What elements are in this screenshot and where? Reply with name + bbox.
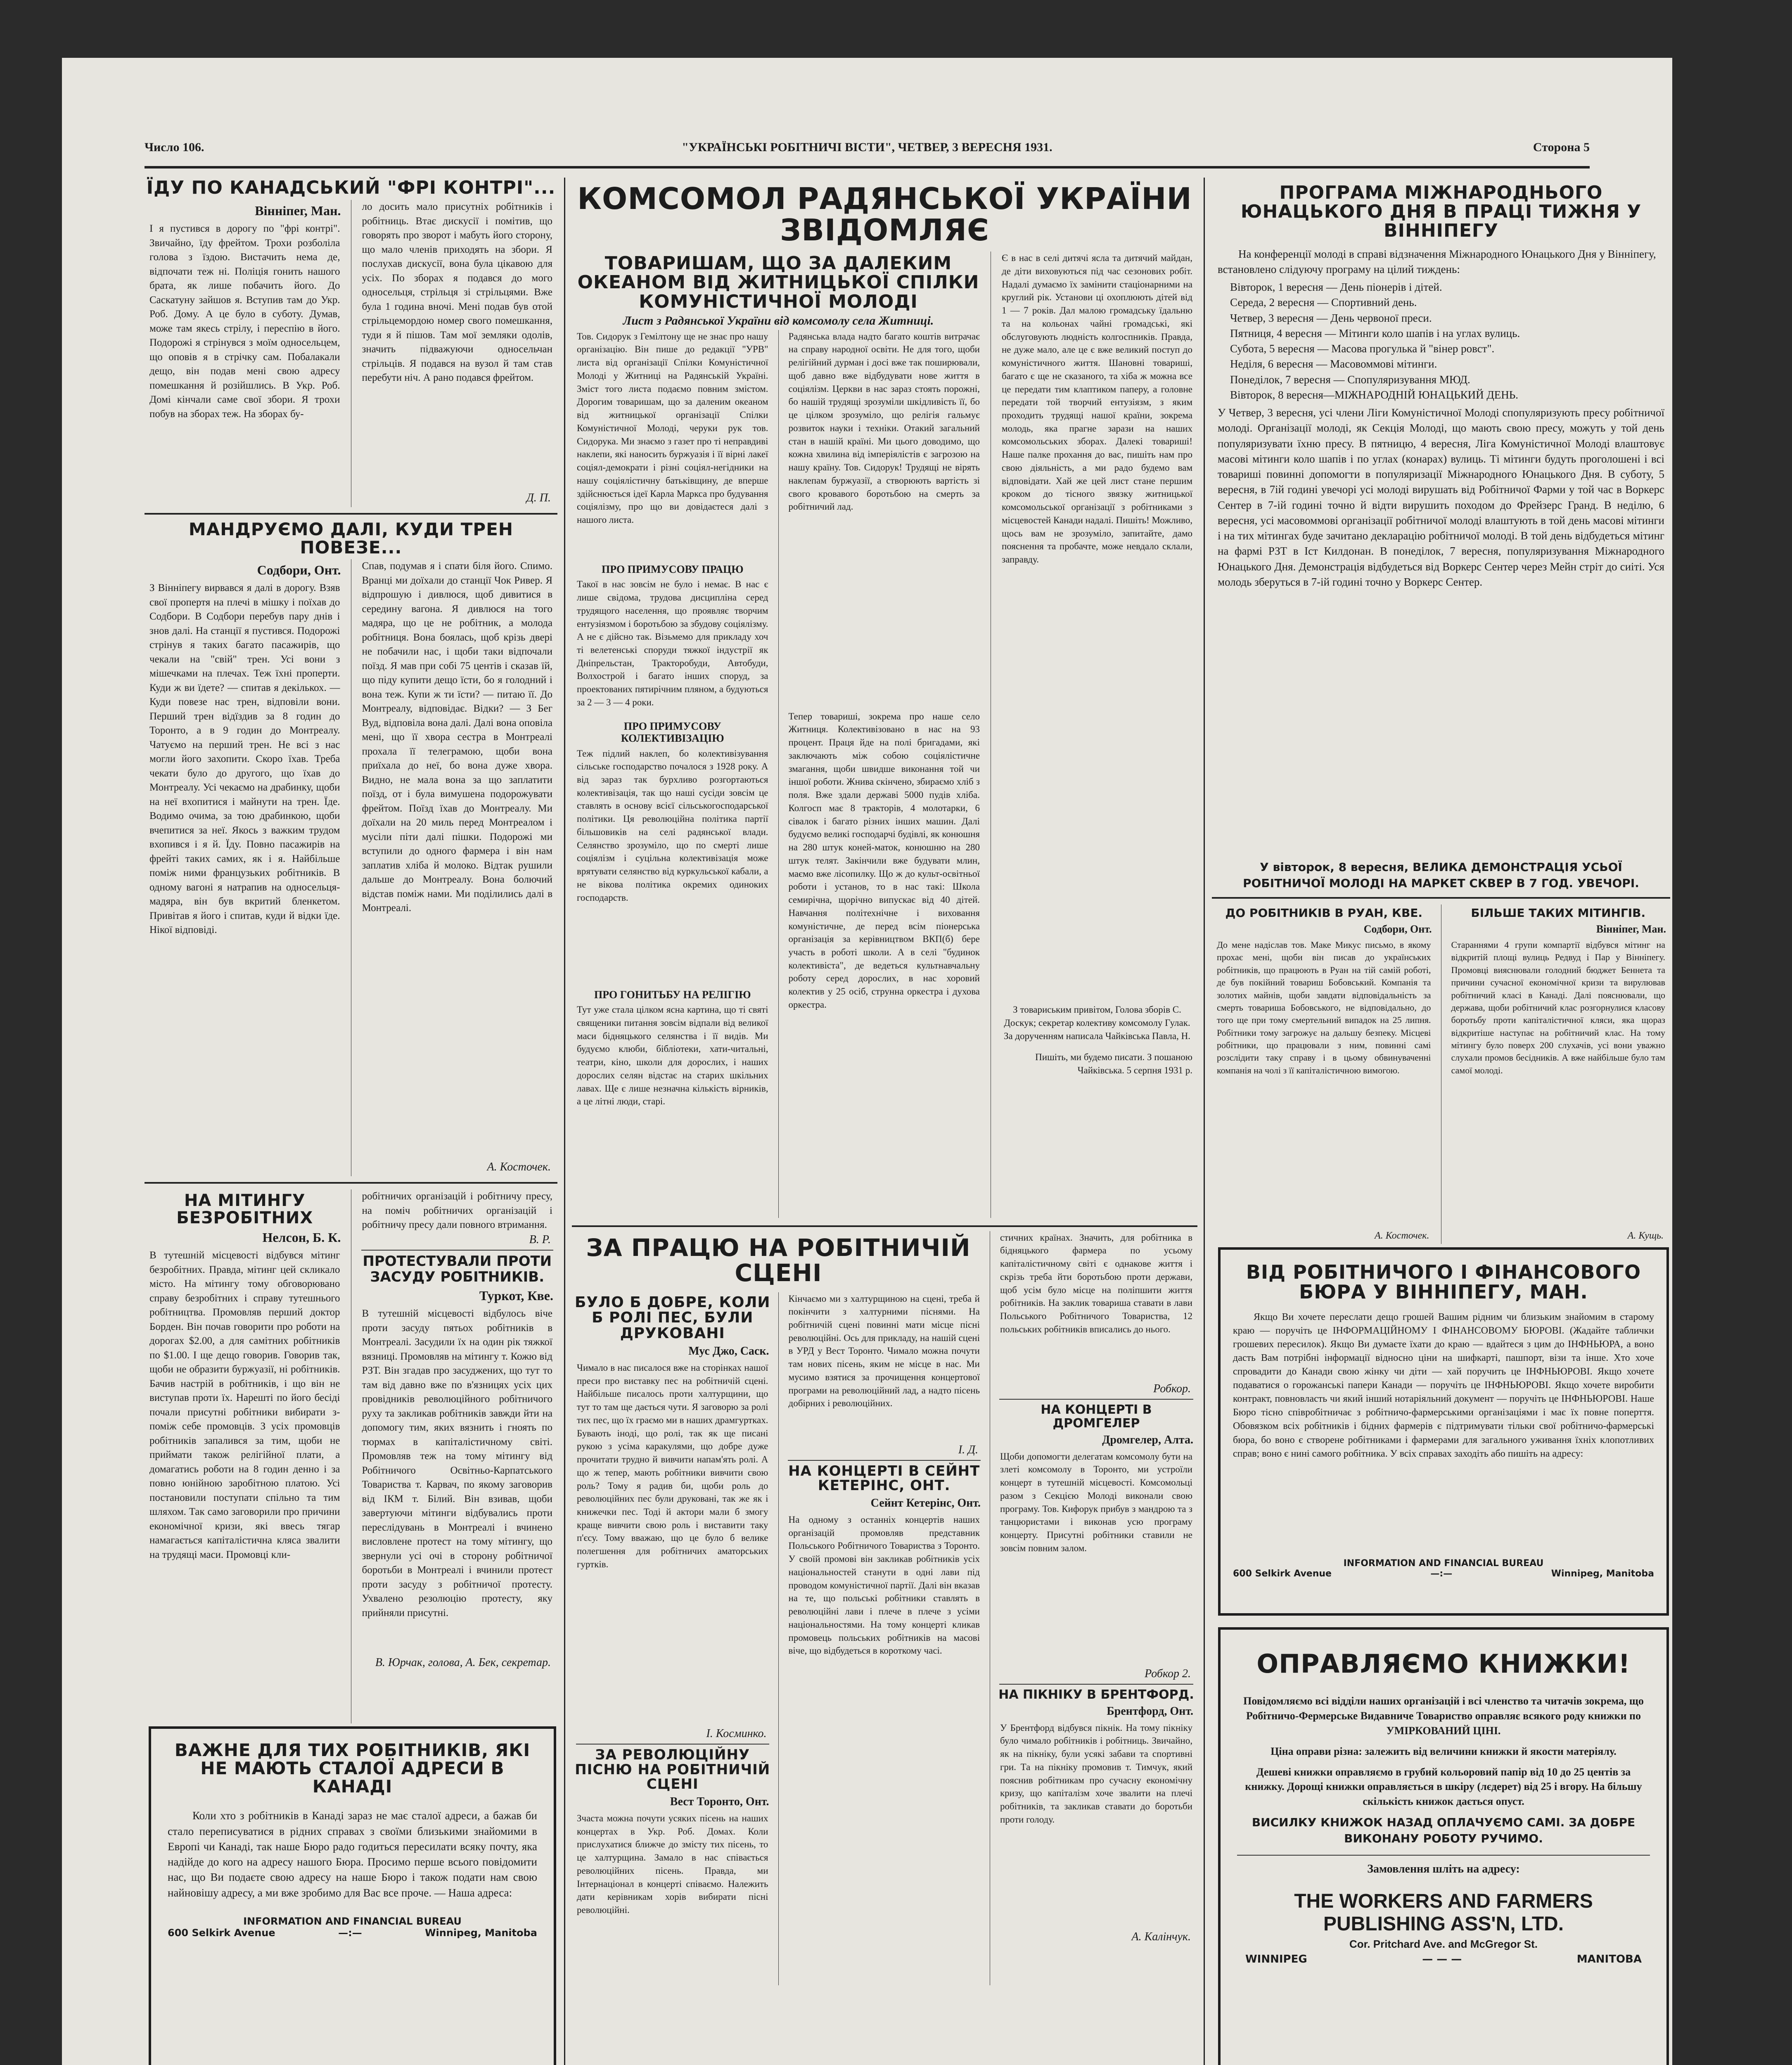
- article-headline: ДО РОБІТНИКІВ В РУАН, КВЕ.: [1225, 906, 1423, 920]
- article-headline: НА КОНЦЕРТІ В ДРОМГЕЛЕР: [1041, 1402, 1152, 1431]
- bookbinding-box: [1218, 1627, 1669, 2065]
- signature: Д. П.: [526, 491, 551, 505]
- article-body: І я пустився в дорогу по "фрі контрі". Звичайно, їду фрейтом. Трохи розболіла голова з їздою. Вистачить нема де, відпочати теж ні. Поліція гонить нашого брата, як лише побачить його. До Саскатуну зайшов я. Вступив там до Укр. Роб. Дому. А це було в суботу. Думав, може там якесь стрілу, і переспію в його. Подорожі я стрінувся з моїм односельцем, що оповів я в стрічку сам. Побалакали дещо, він подав мені свою адресу помешкання й розійшлись. В Укр. Роб. Домі кінчали саме свої збори. Я трохи побув на зборах теж. На зборах бу-: [149, 223, 340, 420]
- article-rule: [576, 1744, 769, 1745]
- program-day-item: Пятниця, 4 вересня — Мітинги коло шапів і на углах вулиць.: [1230, 327, 1520, 339]
- program-day-item: Середа, 2 вересня — Спортивний день.: [1230, 296, 1417, 309]
- article-rule: [999, 1399, 1193, 1400]
- program-schedule: [1224, 280, 1670, 403]
- article-body: Такої в нас зовсім не було і немає. В нас є лише свідома, трудова дисципліна серед трудящого населення, що проявляє творчим ентузіязмом і боротьбою за збудову соціялізму. А не є дійсно так. Візьмемо для прикладу хоч ті велетенські споруди тяжкої індустрії як Дніпрельстан, Тракторобуди, Автобуди, Волхострой і багато інших споруд, за проектованих пятирічним пляном, а будуються за 2 — 3 — 4 роки.: [577, 579, 768, 707]
- article-headline: ЗА РЕВОЛЮЦІЙНУ ПІСНЮ НА РОБІТНИЧІЙ СЦЕНІ: [575, 1746, 770, 1793]
- bureau-street: 600 Selkirk Avenue: [1233, 1568, 1332, 1579]
- publisher-name: THE WORKERS AND FARMERS PUBLISHING ASS'N, LTD.: [1294, 1890, 1593, 1935]
- bureau-address: [168, 1915, 537, 1939]
- article-body: Зчаста можна почути усяких пісень на наших концертах в Укр. Роб. Домах. Коли прислухатися ближче до змісту тих пісень, то це халтурщина. Замалo в нас співається революційних пісень. Правда, ми Інтернаціонал в концерті співаємо. Належить дати керівникам хорів вибирати пісні революційні.: [577, 1813, 768, 1915]
- signature: А. Кущь.: [1627, 1230, 1664, 1241]
- dateline: Вінніпег, Ман.: [1596, 923, 1666, 935]
- signature: І. Косминко.: [706, 1727, 767, 1740]
- letter-closing: Пишіть, ми будемо писати. З пошаною Чайківська. 5 серпня 1931 р.: [1035, 1052, 1192, 1076]
- article-body: Є в нас в селі дитячі ясла та дитячий майдан, де діти виховуються під час сезонових робіт. Надалі думаємо їх замінити стаціонарними на круглий рік. Установи ці охоплюють дітей від 1 — 7 років. Дал малою громадську їдальню та на кольонах чайні громадські, які обслуговують людність колгоспників. Правда, не дуже мало, але це є вже великий поступ до комуністичного життя. Шановні товариші, багато є ще не сказаного, та хіба ж можна все це передати тим клаптиком паперу, а головне передати той творчий ентузіязм, з яким проходить трудящі нашої країни, зокрема молодь, яка прагне зарази на наших комсомольських зборах. Далекі товариші! Наше палке прохання до вас, пишіть нам про свою діяльність, а ми радо будемо вам відповідати. Хай же цей лист стане першим кроком до тісного звязку житницької комсомольської організації з робітниками з місцевостей Канади надалі. Пишіть! Можливо, щось вам не зрозуміло, запитайте, дамо пояснення та пробачте, може невдало склали, заправду.: [1002, 253, 1192, 565]
- article-headline: НА КОНЦЕРТІ В СЕЙНТ КЕТЕРІНС, ОНТ.: [788, 1462, 980, 1494]
- section-rule: [145, 513, 557, 515]
- publisher-province: MANITOBA: [1576, 1953, 1642, 1966]
- section-rule: [1212, 897, 1670, 899]
- bureau-street: 600 Selkirk Avenue: [168, 1927, 275, 1939]
- letter-signature: З товариським привітом, Голова зборів С. Доскук; секретар колективу комсомолу Гулак. За дорученням написала Чайківська Павла, Н.: [1004, 1004, 1190, 1041]
- signature: А. Косточек.: [1375, 1230, 1429, 1241]
- sub-headline-caption: Лист з Радянської України від комсомолу села Житниці.: [623, 313, 934, 328]
- dateline: Вест Торонто, Онт.: [670, 1795, 769, 1808]
- section-subhead: ПРО ПРИМУСОВУ ПРАЦЮ: [602, 563, 744, 575]
- bureau-city: Winnipeg, Manitoba: [425, 1927, 537, 1939]
- article-body: На одному з останніх концертів наших організацій промовляв представник Польського Робітничого Товариства з Торонто. У своїй промові він закликав робітників усіх національностей станути в одні лави під проводом комуністичної партії. Далі він вказав на те, що польські робітники ставлять в революційні лави і плече в плече з усіми національностями. На тому концерті кликав промовець польських робітників на масові віче, що відбудеться в короткому часі.: [788, 1514, 980, 1656]
- dateline: Нелсон, Б. К.: [262, 1230, 341, 1245]
- program-day-item: Понеділок, 7 вересня — Спопуляризування МЮД.: [1230, 373, 1470, 386]
- bureau-headline: ВІД РОБІТНИЧОГО І ФІНАНСОВОГО БЮРА У ВІННІПЕГУ, МАН.: [1246, 1261, 1641, 1303]
- program-day-item: Субота, 5 вересня — Масова прогулька й "вінер ровст".: [1230, 342, 1495, 355]
- article-rule: [788, 1460, 981, 1461]
- sub-headline: ТОВАРИШАМ, ЩО ЗА ДАЛЕКИМ ОКЕАНОМ ВІД ЖИТНИЦЬКОЇ СПІЛКИ КОМУНІСТИЧНОЇ МОЛОДІ: [577, 253, 979, 312]
- program-intro: На конференції молоді в справі відзначення Міжнародного Юнацького Дня у Вінніпегу, встановлено слідуючу програму на цілий тиждень:: [1218, 247, 1656, 275]
- article-body: Стараннями 4 групи компартії відбувся мітинг на відкритій площі вулиць Редвуд і Пар у Вінніпегу. Промовці вияснювали голодний бюджет Беннета та причини сучасної економічної кризи та вирулював робітничий класі в Канаді. Далі пояснювали, що держава, щоби робітничий клас розгорнулися класову боротьбу проти капіталістичної кляси, яка щораз відкритіше наступає на робітничий клас. На тому мітингу було поверх 200 слухачів, усі вони уважно слухали промов бесідників. А вже найбільше було там самої молоді.: [1451, 940, 1665, 1075]
- article-body: До мене надіслав тов. Маке Микус письмо, в якому прохає мені, щоби він писав до українських робітників, що працюють в Руан на тій самій роботі, де був покійний товариш Бобовський. Компанія та золотих майнів, щоби завдати відповідальність за смерть товариша Бобовського, не відповідально, до того ще при тому смертельний випадок на 25 липня. Робітники тому загрожує на дальшу безпеку. Місцеві робітники, що працювали з ним, повинні самі розслідити таку справу і в цьому обвинуваченні компанія на чолі з її капіталістичною вимогою.: [1217, 940, 1431, 1075]
- header-rule: [145, 166, 1590, 169]
- address-separator: — — —: [1422, 1953, 1462, 1966]
- article-body: стичних країнах. Значить, для робітника в бідняцького фармера по усьому капіталістичному світі є однакове життя і скрізь треба йти боротьбою проти держави, щоб усім було місце на поліпшити життя робітників. На заклик товариша ставати в лави Польського Робітничого Товариства, 12 польських робітників вписались до нього.: [1000, 1232, 1192, 1334]
- section-subhead: ПРО ПРИМУСОВУ КОЛЕКТИВІЗАЦІЮ: [621, 720, 724, 744]
- signature: А. Калінчук.: [1131, 1930, 1191, 1943]
- dateline: Туркот, Кве.: [479, 1288, 553, 1303]
- article-headline: ЇДУ ПО КАНАДСЬКИЙ "ФРІ КОНТРІ"...: [146, 177, 556, 198]
- signature: А. Косточек.: [487, 1161, 551, 1174]
- bookbinding-text: Дешеві книжки оправляємо в грубий кольоровий папір від 10 до 25 центів за книжку. Дорощі книжки оправляється в шкіру (лєдерет) від 25 і вгору. На більшу скількість книжок дається опуст.: [1245, 1766, 1642, 1808]
- notice-headline: ВАЖНЕ ДЛЯ ТИХ РОБІТНИКІВ, ЯКІ НЕ МАЮТЬ СТАЛОЇ АДРЕСИ В КАНАДІ: [174, 1740, 531, 1797]
- article-body: робітничих організацій і робітничу пресу, на поміч робітничих організацій і робітничу пресу дали повного втримання.: [362, 1191, 552, 1231]
- bureau-body: Якщо Ви хочете переслати дещо грошей Вашим рідним чи близьким знайомим в старому краю — поручіть це ІНФОРМАЦІЙНОМУ І ФІНАНСОВОМУ БЮРОВІ. (Жадайте таблички грошевих пересилок). Якщо Ви думаєте їхати до краю — вдайтеся з цим до ІНФНЬЮРА, а воно дасть Вам потрібні інформації відносно ціни на шифкарті, пашпорт, візи та інше. Хто хоче спровадити до Канади свою жінку чи діти — хай поручить це ІНФНЬЮРОВІ. Якщо хочете подаватися о горожанські папери Канади — поручіть це ІНФНЬЮРОВІ. Якщо хочете виробити контракт, повновласть чи який інший нотаріяльний документ — поручіть це ІНФНЬЮРОВІ. Наше Бюро тісно співробітничає з робітничо-фармерськими організаціями і має їх повне поперття. Обовязком всіх робітників і бідних фармерів є підтримувати тільки свої робітничо-фармерські бюра, бо воно є створене робітниками і фармерами для загального уживання їхніх клопотливих справ; воно є нині самого робітника. У всіх справах заходіть або пишіть на адресу:: [1233, 1311, 1654, 1459]
- address-separator: —:—: [338, 1927, 362, 1939]
- left-column: [145, 173, 557, 1991]
- bookbinding-text: Ціна оправи різна: залежить від величини книжки й якости матеріялу.: [1271, 1745, 1617, 1757]
- dateline: Содбори, Онт.: [1363, 923, 1432, 935]
- dateline: Сейнт Кетерінс, Онт.: [870, 1496, 981, 1510]
- article-rule: [361, 1250, 554, 1251]
- publisher-city: WINNIPEG: [1245, 1953, 1307, 1966]
- bureau-address: [1233, 1558, 1654, 1579]
- article-body: В тутешній місцевості відбувся мітинг безробітних. Правда, мітинг цей скликало місто. На мітингу тому обговорювано справу безробітних і справу тутешнього робітництва. Промовляв перший доктор Борден. Він почав говорити про роботи на дорогах $2.00, а для самітних робітників по $1.00. І ще дещо говорив. Говорив так, щоби не образити буржуазії, ні робітників. Бачив настрій в робітників, і що він не виступав проти їх. Нарешті по його бесіді почали присутні робітники вибирати з-поміж себе промовців. З усіх промовців робітників запалився за тим, щоби не приймати також релігійної плати, а домагатись роботи на 8 годин денно і за повно юнійною заробітною платою. Усі постановили поступати спільно та тим шляхом. Так само заговорили про причини економічної кризи, які ввесь тягар намагається капіталістична кляса звалити на трудящі маси. Промовці кли-: [149, 1250, 340, 1560]
- publisher-city-row: [1245, 1953, 1642, 1965]
- bureau-city: Winnipeg, Manitoba: [1551, 1568, 1654, 1579]
- article-headline: ПРОТЕСТУВАЛИ ПРОТИ ЗАСУДУ РОБІТНИКІВ.: [363, 1253, 552, 1285]
- article-body: Радянська влада надто багато коштів витрачає на справу народної освіти. Не для того, щоби релігійний дурман і досі вже так поширювали, щоб давно вже відбудувати нове життя в соціялізм. Церкви в нас зараз стоять порожні, бо нашій трудящі зрозуміли шкідливість її, бо це цілком зрозуміло, що релігія гальмує розвиток науки і техніки. Отакий загальний стан в нашій країні. Ми цього доводимо, що кожна хвилина від імперіялістів є загрозою на нашу країну. Тов. Сидорук! Трудящі не вірять наклепам буржуазії, а створюють вартість зі свого кровавого боротьбою на смерть за робітничий лад.: [788, 331, 980, 512]
- right-column: [1212, 173, 1670, 1241]
- bureau-name: INFORMATION AND FINANCIAL BUREAU: [243, 1915, 462, 1927]
- article-headline: НА ПІКНІКУ В БРЕНТФОРД.: [998, 1687, 1194, 1702]
- dateline: Содбори, Онт.: [257, 563, 341, 578]
- running-header: [145, 140, 1590, 165]
- article-body: Спав, подумав я і спати біля його. Спимо. Вранці ми доїхали до станції Чок Ривер. Я відпрошую і дивлюся, щоб дивитися в середину вагона. Я дивлюся на того мадяра, що це не робітник, а молода робітниця. Вона боялась, щоб крізь двері не побачили нас, і щоби таки відпочали поїзд. Я мав при собі 75 центів і сказав їй, що піду купити дещо їсти, бо я голодний і вона теж. Купи ж ти їсти? — питаю її. До Монтреалу, відповідає. Відки? — З Бег Вуд, відповіла вона далі. Далі вона оповіла мені, що її хвора сестра в Монтреалі прохала її телеграмою, щоби вона приїхала до неї, бо вона дуже хвора. Видно, не мала вона за що заплатити поїзд, от і була вимушена подорожувати фрейтом. Поїзд їхав до Монтреалу. Ми доїхали на 20 миль перед Монтреалом і мусіли піти далі пішки. Подорожі ми вступили до одного фармера і він нам заплатив хліба й молоко. Відтак рушили дальше до Монтреалу. Вона болючий відстав поміж нами. Ми поділились далі в Монтреалі.: [362, 560, 552, 914]
- program-body: У Четвер, 3 вересня, усі члени Ліги Комуністичної Молоді спопуляризують пресу робітничої молоді. Організації молоді, як Секція Молоді, що мають свою пресу, можуть у той день популяризувати їхню пресу. В пятницю, 4 вересня, Ліга Комуністичної Молоді влаштовує масові мітинги коло шапів і по углах (конарах) вулиць. Ті мітинги будуть проголошені і всі товариші повинні допомогти в популяризації Міжнародного Юнацького Дня. В суботу, 5 вересня, в 7ій годині увечорі усі молоді вирушать від Робітничої Фарми у той час в Воркерс Сентер в 7-ій годині точно й відти вирушить походом до Фрейзерс Гранд. В неділю, 6 вересня, усі масовоммові організації робітничої молоді влаштують в той день масові мітинги і на тих мітингах буде зачитано декларацію робітничої молоді. В той день відбудеться мітинг на фармі РЗТ в Іст Килдонан. В понеділок, 7 вересня, популяризування Міжнародного Юнацького Дня. Демонстрація відбудеться від Воркерс Сентер через Мейн стріт до сиіті. Уся молодь зберуться в 7-ій годині точно у Воркерс Сентер.: [1218, 406, 1664, 588]
- article-body: Кінчаємо ми з халтурщиною на сцені, треба й покінчити з халтурними піснями. На робітничій сцені повинні мати місце пісні революційні. Ось для прикладу, на нашій сцені в УРД у Вест Торонто. Чимало можна почути там нових пісень, яким не місце в нас. Ми мусимо взятися за прочищення концертової програми на революційний лад, а надто пісень добірних і революційних.: [788, 1293, 980, 1409]
- article-body: В тутешній місцевості відбулось віче проти засуду пятьох робітників в Монтреалі. Засудили їх на один рік тяжкої вязниці. Промовляв на мітингу т. Кожю від РЗТ. Він згадав про засуджених, що тут то там від давно вже по в'язницях усіх цих провідників революційного робітничого руху та закликав робітників завжди йти на допомогу тим, яких вязнить і гноять по тюрмах в капіталістичному світі. Промовляв теж на тому мітингу від Робітничого Освітньо-Карпатського Товариства т. Карвач, по якому заговорив від ІКМ т. Білий. Він взивав, щоби завертуючи мітинги відбувались проти переслідувань в Монтреалі і вчинено висловлене протест на тому мітингу, що звернули усі очі в сторону робітничої боротьби в Монтреалі і вчинили протест проти засуду з робітничої протесту. Ухвалено резолюцію протесту, яку прийняли присутні.: [362, 1308, 552, 1619]
- article-headline: БУЛО Б ДОБРЕ, КОЛИ Б РОЛІ ПЕС, БУЛИ ДРУКОВАНІ: [574, 1294, 770, 1342]
- page-number: Сторона 5: [1533, 140, 1590, 154]
- program-day-item: Неділя, 6 вересня — Масовоммові мітинги.: [1230, 358, 1437, 370]
- notice-body: Коли хто з робітників в Канаді зараз не має сталої адреси, а бажав би стало переписуватися в рідних справах з своїми близькими знайомими в Европі чи Канаді, так наше Бюро радо годиться пересилати всяку почту, яка надійде до кого на адресу нашого Бюра. Просимо перше всього повідомити нас, що Ви подаєте свою адресу на наше Бюро і також подати нам свою найновішу адресу, а ми вже зробимо для Вас все проче. — Наша адреса:: [168, 1809, 537, 1899]
- article-body: ло досить мало присутніх робітників і робітниць. Втає дискусії і помітив, що говорять про зворот і мабуть його сторону, що мало членів приходять на збори. Я послухав дискусії, вона була цікавою для усіх. По зборах я подався до мого односельця, стрільця зі стрільцями. Вже була 1 година вночі. Мені подав був отой стрільцемордою номер свого помешкання, туди я й пішов. Там мої земляки одолів, значить підважуючи односельчан стрільців. Я подався на вузол й там став перебути ніч. А рано подався фрейтом.: [362, 201, 552, 384]
- bookbinding-guarantee: ВИСИЛКУ КНИЖОК НАЗАД ОПЛАЧУЄМО САМІ. ЗА ДОБРЕ ВИКОНАНУ РОБОТУ РУЧИМО.: [1252, 1816, 1636, 1845]
- article-rule: [999, 1684, 1193, 1685]
- article-body: Тут уже стала цілком ясна картина, що ті святі священики питання зовсім відпали від великої маси бідняцького селянства і її видів. Ми будуємо клюби, бібліотеки, хати-читальні, театри, кіно, школи для дорослих, і наших дорослих селян відстає на старих шкільних лавах. Ще є лише незначна кількість вірників, а це літні люди, старі.: [577, 1004, 768, 1107]
- order-label: Замовлення шліть на адресу:: [1367, 1863, 1520, 1876]
- section-rule: [572, 1225, 1197, 1227]
- bookbinding-headline: ОПРАВЛЯЄМО КНИЖКИ!: [1256, 1649, 1631, 1679]
- signature: В. Юрчак, голова, А. Бек, секретар.: [375, 1656, 551, 1669]
- article-body: Тепер товариші, зокрема про наше село Житниця. Колективізовано в нас на 93 процент. Праця йде на полі бригадами, які заключають між собою соціялістичне змагання, щоби швидше виконання той чи іншої роботи. Жнива скінчено, збираємо хліб з поля. Вже здали державі 5000 пудів хліба. Колгосп має 8 тракторів, 4 молотарки, 6 сівалок і багато різних інших машин. Далі будуємо великі господарчі будівлі, як конюшня на 280 штук коней-маток, конюшню на 280 штук телят. Закінчили вже будувати млин, маємо вже лісопилку. Що ж до культ-освітньої роботи і установ, то в нас такі: Школа семирічна, щорічно випускає від 40 дітей. Навчання політехнічне і виховання комуністичне, де перед всім піонерська організація за керівництвом ВКП(б) бере участь в роботі школи. А в селі "будинок колективіста", де ведеться культнавчальну роботу серед дорослих, в нас хоровий колектив у 25 осіб, струнна оркестра і духова оркестра.: [788, 711, 980, 1010]
- program-day-item: Четвер, 3 вересня — День червоної преси.: [1230, 311, 1432, 324]
- signature: Робкор.: [1153, 1382, 1191, 1395]
- program-day-item: Вівторок, 8 вересня—МІЖНАРОДНІЙ ЮНАЦЬКИЙ ДЕНЬ.: [1230, 388, 1518, 401]
- program-day-item: Вівторок, 1 вересня — День піонерів і дітей.: [1230, 281, 1442, 294]
- banner-headline: КОМСОМОЛ РАДЯНСЬКОЇ УКРАЇНИ ЗВІДОМЛЯЄ: [577, 181, 1192, 247]
- stage-headline: ЗА ПРАЦЮ НА РОБІТНИЧІЙ СЦЕНІ: [586, 1233, 971, 1287]
- article-headline: БІЛЬШЕ ТАКИХ МІТИНГІВ.: [1471, 906, 1646, 920]
- bookbinding-text: Повідомляємо всі відділи наших організацій і всі членство та читачів зокрема, що Робітничо-Фермерське Видавниче Товариство оправляє всякого роду книжки по УМІРКОВАНИЙ ЦІНІ.: [1243, 1695, 1644, 1737]
- article-body: Теж підлий наклеп, бо колективізування сільське господарство почалося з 1928 року. А від зараз так бурхливо розгортаються колективізація, так що наші сусіди зовсім це ставлять в основу всієї сільськогосподарської політики. Ця революційна політика партії більшовиків на селі радянської влади. Селянство зрозуміло, що по смерті лише соціялізм і суцільна колективізація може врятувати селянство від куркульської кабали, а не вікова політика окремих одиноких господарств.: [577, 748, 768, 903]
- section-subhead: ПРО ГОНИТЬБУ НА РЕЛІГІЮ: [594, 988, 751, 1001]
- bureau-box: [1218, 1247, 1669, 1616]
- signature: І. Д.: [958, 1443, 978, 1456]
- article-body: Тов. Сидорук з Гемілтону ще не знає про нашу організацію. Він пише до редакції "УРВ" листа від організації Спілки Комуністичної Молоді у Житниці на Радянській Україні. Зміст того листа подаємо повним змістом. Дорогим товаришам, що за даленим океаном від житницької організації Спілки Комуністичної Молоді, черуки рук тов. Сидорука. Ми знаємо з газет про ті неправдиві наклепи, які наносить буржуазія і її вірні лакеї соціял-демократи і різні соціял-негідники на нашу соціялістичну батьківщину, де вперше здійснюється ідеї Карла Маркса про будування соціялізму, про що ви довідаєтеся далі з нашого листа.: [577, 331, 768, 525]
- masthead-line: "УКРАЇНСЬКІ РОБІТНИЧІ ВІСТИ", ЧЕТВЕР, 3 ВЕРЕСНЯ 1931.: [682, 140, 1052, 154]
- center-column: [572, 173, 1197, 2065]
- article-headline: ПРОГРАМА МІЖНАРОДНЬОГО ЮНАЦЬКОГО ДНЯ В ПРАЦІ ТИЖНЯ У ВІННІПЕГУ: [1240, 182, 1642, 242]
- address-separator: —:—: [1430, 1568, 1453, 1579]
- column-divider: [1204, 178, 1205, 2065]
- article-body: У Брентфорд відбувся пікнік. На тому пікніку було чимало робітників і робітниць. Звичайно, як на пікніку, були усякі забави та спортивні гри. Та на пікніку промовив т. Тимчук, який пояснив робітникам про сучасну економічну кризу, що капіталізм хоче звалити на плечі робітників, та закликав ставати до боротьби проти голоду.: [1000, 1722, 1192, 1825]
- section-rule: [145, 1182, 557, 1184]
- article-body: Щоби допомогти делегатам комсомолу бути на злеті комсомолу в Торонто, ми устроїли концерт в тутешній місцевості. Комсомольці разом з Секцією Молоді виконали свою програму. Тов. Кифорук прибув з мандрою та з танцюристами і виконав усю програму концерту. Присутні робітники ставили не зовсім повним залом.: [1000, 1451, 1192, 1553]
- box-rule: [1237, 1855, 1650, 1856]
- bureau-name: INFORMATION AND FINANCIAL BUREAU: [1343, 1558, 1544, 1569]
- signature: В. Р.: [529, 1233, 551, 1246]
- dateline: Мус Джо, Саск.: [688, 1344, 769, 1358]
- publisher-street: Cor. Pritchard Ave. and McGregor St.: [1349, 1938, 1538, 1951]
- program-final: У вівторок, 8 вересня, ВЕЛИКА ДЕМОНСТРАЦІЯ УСЬОЇ РОБІТНИЧОЇ МОЛОДІ НА МАРКЕТ СКВЕР В 7 ГОД. УВЕЧОРІ.: [1243, 860, 1639, 890]
- newspaper-page: [62, 58, 1672, 2065]
- dateline: Брентфорд, Онт.: [1107, 1704, 1193, 1718]
- column-rule: [778, 1292, 779, 1985]
- column-divider: [564, 178, 565, 2065]
- issue-number: Число 106.: [145, 140, 204, 154]
- signature: Робкор 2.: [1145, 1667, 1191, 1680]
- article-headline: МАНДРУЄМО ДАЛІ, КУДИ ТРЕН ПОВЕЗЕ...: [188, 519, 514, 558]
- article-body: Чимало в нас писалося вже на сторінках нашої преси про виставку пес на робітничій сцені. Найбільше писалось проти халтурщини, що тут то там ще дається чути. Я заговорю за ролі тих пес, що їх граємо ми в наших драмгуртках. Бувають іноді, що ролі, так як ще писані рукою з усіма каракулями, що добре дуже прочитати трудно й вивчити напам'ять ролі. А що ж тепер, мають робітники вивчити свою роль? Тому я радив би, щоби роль до революційних пес були друковані, так же як і книжечки пес. Тоді й актори мали б змогу краще вивчити свою роль і виставити таку п'єсу. Тому вважаю, що це було б велике полегшення для робітничих аматорських гуртків.: [577, 1362, 768, 1569]
- address-notice-box: [149, 1726, 556, 2065]
- dateline: Вінніпег, Ман.: [255, 203, 341, 218]
- column-rule: [778, 330, 779, 1218]
- article-body: З Вінніпегу вирвався я далі в дорогу. Взяв свої пропертя на плечі в мішку і поїхав до Содбори. В Содбори перебув пару днів і знов далі. На станції я пустився. Подорожі стрінув я таких багато пасажирів, що чекали на "свій" трен. Усі вони з мішечками на плечах. Теж їхні проперти. Куди ж ви їдете? — спитав я декількох. — Куди повезе нас трен, відповіли вони. Перший трен відїздив за 8 годин до Торонто, а в 9 годин до Монтреалу. Чатуємо на перший трен. Не всі з нас могли його захопити. Скоро їхав. Треба чекати було до другого, що їхав до Монтреалу. Усі чекаємо на драбинку, щоби на неї вхопитися і майнути на трен. Їде. Водимо очима, за тою драбинкою, щоби вчепитися за неї. Якось з важким трудом вхопився і я й. Їду. Повно пасажирів на фрейті таких самих, як і я. Найбільше поміж ними французьких робітників. В одному вагоні я натрапив на односельця-мадяра, він був вкритий бленкетом. Привітав я його і спитав, куди й відки їде. Нікої відповіді.: [149, 582, 340, 936]
- dateline: Дромгелер, Алта.: [1102, 1433, 1193, 1446]
- article-headline: НА МІТИНГУ БЕЗРОБІТНИХ: [176, 1191, 313, 1228]
